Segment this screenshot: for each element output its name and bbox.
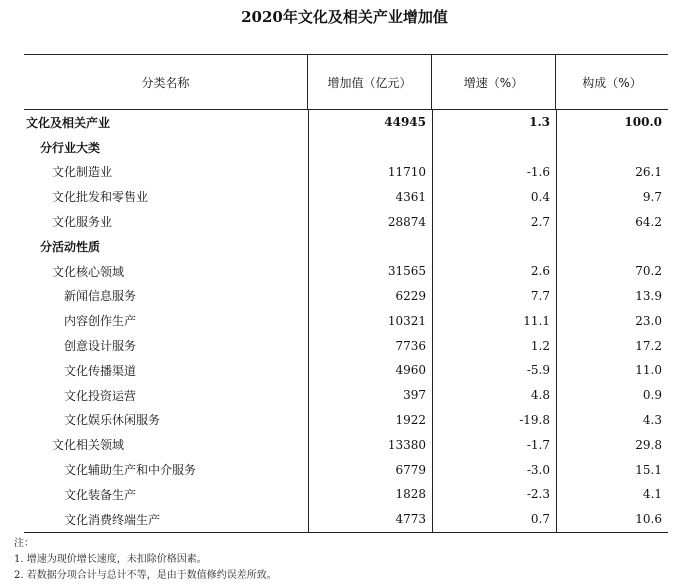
row-category-name: 内容创作生产 [64,314,137,329]
row-growth: 1.3 [529,115,550,130]
row-growth: 7.7 [530,288,550,303]
row-value: 11710 [387,164,426,179]
header-share: 构成（%） [582,75,642,90]
table-row [24,135,668,160]
row-value: 397 [403,388,426,403]
row-growth: 11.1 [523,313,550,328]
row-share: 15.1 [635,462,662,477]
row-growth: 0.4 [530,189,550,204]
row-share: 4.3 [642,412,662,427]
page-title: 2020年文化及相关产业增加值 [241,8,448,26]
table-row [24,358,668,383]
row-category-name: 文化辅助生产和中介服务 [64,463,197,478]
row-share: 9.7 [642,189,662,204]
row-value: 7736 [395,338,426,353]
table-header [24,54,668,110]
table-row [24,457,668,482]
row-growth: -19.8 [519,412,550,427]
row-category-name: 文化服务业 [52,215,113,230]
table-row [24,284,668,309]
row-value: 1828 [395,487,426,502]
row-growth: -2.3 [526,487,550,502]
row-value: 44945 [384,115,426,130]
footnote-item: 1. 增速为现价增长速度，未扣除价格因素。 [14,554,207,565]
row-share: 26.1 [635,164,662,179]
table-row [24,209,668,234]
row-value: 31565 [387,264,426,279]
row-category-name: 文化核心领域 [52,264,125,279]
table-row [24,184,668,209]
row-growth: 1.2 [530,338,550,353]
row-value: 6779 [395,462,426,477]
table-row [24,160,668,185]
row-value: 28874 [387,214,426,229]
row-value: 1922 [395,412,426,427]
row-value: 4361 [395,189,426,204]
row-growth: 0.7 [530,512,550,527]
row-share: 11.0 [635,363,662,378]
header-category: 分类名称 [24,55,308,109]
row-value: 13380 [387,437,426,452]
row-value: 10321 [387,313,426,328]
table-row [24,383,668,408]
row-share: 100.0 [624,115,662,130]
column-divider [556,110,557,532]
row-share: 0.9 [642,388,662,403]
row-category-name: 文化制造业 [52,165,113,180]
table-row [24,482,668,507]
row-share: 29.8 [635,437,662,452]
table-row [24,110,668,135]
row-growth: -5.9 [526,363,550,378]
column-divider [308,110,309,532]
row-category-name: 文化批发和零售业 [52,190,149,205]
header-growth: 增速（%） [432,55,556,109]
row-share: 13.9 [635,288,662,303]
row-category-name: 分活动性质 [40,239,101,254]
row-category-name: 文化消费终端生产 [64,512,161,527]
column-divider [432,110,433,532]
row-category-name: 新闻信息服务 [64,289,137,304]
header-value: 增加值（亿元） [308,55,432,109]
row-growth: 4.8 [530,388,550,403]
footnote-label: 注： [14,538,34,549]
table-row [24,259,668,284]
row-share: 64.2 [635,214,662,229]
footnotes [14,536,277,584]
row-category-name: 文化投资运营 [64,388,137,403]
table-row [24,507,668,532]
row-share: 17.2 [635,338,662,353]
row-share: 70.2 [635,264,662,279]
table-bottom-rule [24,532,668,533]
row-category-name: 文化装备生产 [64,487,137,502]
table-row [24,333,668,358]
row-category-name: 文化娱乐休闲服务 [64,413,161,428]
table-row [24,408,668,433]
row-value: 4773 [395,512,426,527]
table-row [24,234,668,259]
row-growth: 2.6 [530,264,550,279]
row-growth: -3.0 [526,462,550,477]
row-growth: -1.7 [526,437,550,452]
row-share: 23.0 [635,313,662,328]
row-category-name: 文化传播渠道 [64,363,137,378]
footnote-item: 2. 若数据分项合计与总计不等，是由于数值修约误差所致。 [14,570,277,581]
table-body [24,110,668,532]
table-row [24,308,668,333]
table-row [24,432,668,457]
value-added-table [24,54,668,533]
row-category-name: 文化相关领域 [52,438,125,453]
row-category-name: 分行业大类 [40,140,101,155]
row-growth: 2.7 [530,214,550,229]
row-value: 4960 [395,363,426,378]
row-share: 10.6 [635,512,662,527]
row-category-name: 创意设计服务 [64,339,137,354]
row-growth: -1.6 [526,164,550,179]
row-category-name: 文化及相关产业 [26,115,111,130]
row-value: 6229 [395,288,426,303]
row-share: 4.1 [642,487,662,502]
